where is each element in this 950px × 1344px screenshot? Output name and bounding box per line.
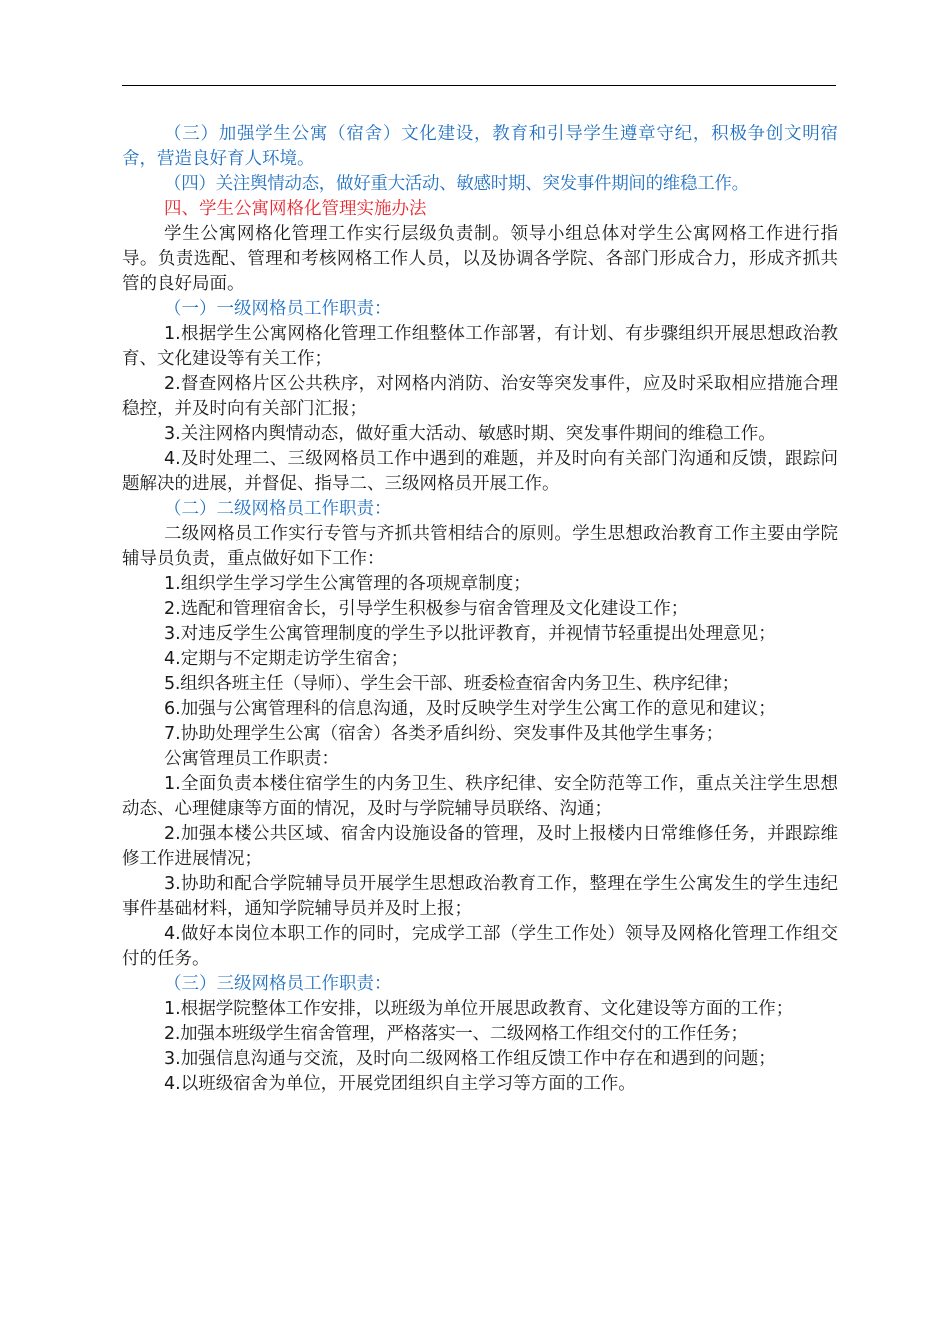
list-item: 2.加强本楼公共区域、宿舍内设施设备的管理，及时上报楼内日常维修任务，并跟踪维修工作进展情况； (122, 824, 838, 869)
paragraph: 二级网格员工作实行专管与齐抓共管相结合的原则。学生思想政治教育工作主要由学院辅导员负责，重点做好如下工作： (122, 524, 838, 569)
subsection-heading: （一）一级网格员工作职责： (164, 299, 392, 319)
list-item: 3.对违反学生公寓管理制度的学生予以批评教育，并视情节轻重提出处理意见； (164, 624, 776, 644)
list-item: 1.组织学生学习学生公寓管理的各项规章制度； (164, 574, 531, 594)
section-heading: 四、学生公寓网格化管理实施办法 (164, 199, 427, 219)
list-item: 2.加强本班级学生宿舍管理，严格落实一、二级网格工作组交付的工作任务； (164, 1024, 748, 1044)
list-item: 1.根据学院整体工作安排，以班级为单位开展思政教育、文化建设等方面的工作； (164, 999, 794, 1019)
list-item: 1.根据学生公寓网格化管理工作组整体工作部署，有计划、有步骤组织开展思想政治教育、文化建设等有关工作； (122, 324, 838, 369)
paragraph-heading: （三）加强学生公寓（宿舍）文化建设，教育和引导学生遵章守纪，积极争创文明宿舍，营造良好育人环境。 (122, 124, 838, 169)
list-item: 4.定期与不定期走访学生宿舍； (164, 649, 409, 669)
paragraph-heading: （四）关注舆情动态，做好重大活动、敏感时期、突发事件期间的维稳工作。 (164, 174, 749, 194)
list-item: 4.做好本岗位本职工作的同时，完成学工部（学生工作处）领导及网格化管理工作组交付的任务。 (122, 924, 838, 969)
header-rule (122, 85, 836, 86)
paragraph: 公寓管理员工作职责： (164, 749, 339, 769)
list-item: 5.组织各班主任（导师）、学生会干部、班委检查宿舍内务卫生、秩序纪律； (164, 674, 739, 694)
list-item: 3.协助和配合学院辅导员开展学生思想政治教育工作，整理在学生公寓发生的学生违纪事件基础材料，通知学院辅导员并及时上报； (122, 874, 838, 919)
list-item: 4.以班级宿舍为单位，开展党团组织自主学习等方面的工作。 (164, 1074, 636, 1094)
document-body (122, 122, 838, 1097)
paragraph: 学生公寓网格化管理工作实行层级负责制。领导小组总体对学生公寓网格工作进行指导。负责选配、管理和考核网格工作人员，以及协调各学院、各部门形成合力，形成齐抓共管的良好局面。 (122, 224, 838, 294)
list-item: 4.及时处理二、三级网格员工作中遇到的难题，并及时向有关部门沟通和反馈，跟踪问题解决的进展，并督促、指导二、三级网格员开展工作。 (122, 449, 838, 494)
subsection-heading: （三）三级网格员工作职责： (164, 974, 392, 994)
list-item: 2.选配和管理宿舍长，引导学生积极参与宿舍管理及文化建设工作； (164, 599, 689, 619)
list-item: 7.协助处理学生公寓（宿舍）各类矛盾纠纷、突发事件及其他学生事务； (164, 724, 724, 744)
list-item: 3.关注网格内舆情动态，做好重大活动、敏感时期、突发事件期间的维稳工作。 (164, 424, 776, 444)
list-item: 2.督查网格片区公共秩序，对网格内消防、治安等突发事件，应及时采取相应措施合理稳控，并及时向有关部门汇报； (122, 374, 838, 419)
list-item: 3.加强信息沟通与交流，及时向二级网格工作组反馈工作中存在和遇到的问题； (164, 1049, 776, 1069)
list-item: 6.加强与公寓管理科的信息沟通，及时反映学生对学生公寓工作的意见和建议； (164, 699, 776, 719)
list-item: 1.全面负责本楼住宿学生的内务卫生、秩序纪律、安全防范等工作，重点关注学生思想动态、心理健康等方面的情况，及时与学院辅导员联络、沟通； (122, 774, 838, 819)
subsection-heading: （二）二级网格员工作职责： (164, 499, 392, 519)
